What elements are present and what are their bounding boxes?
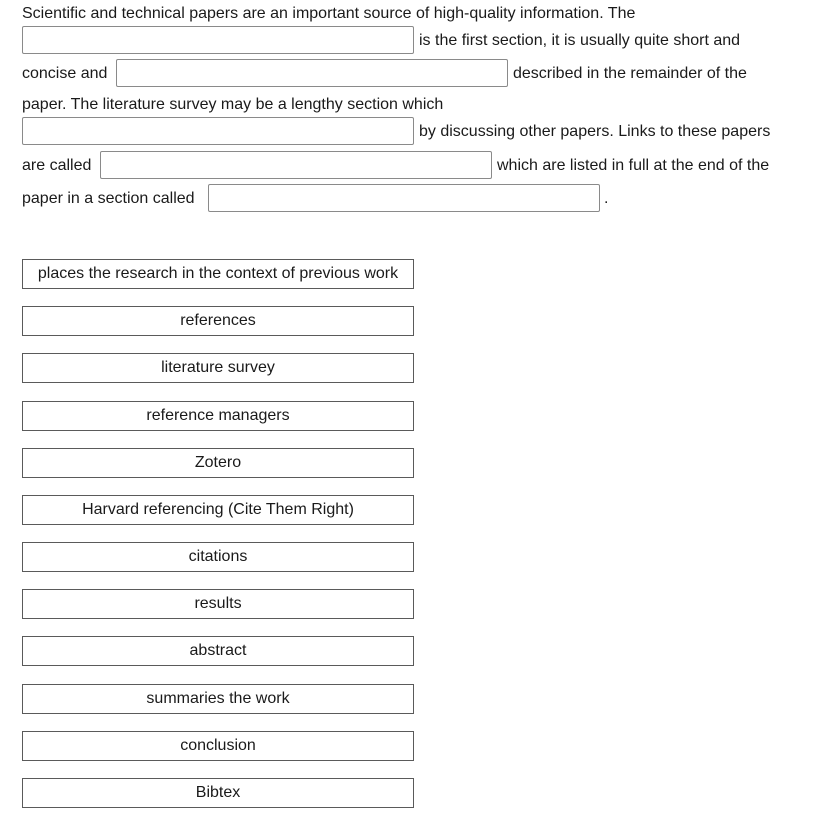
- choice-item[interactable]: conclusion: [22, 731, 414, 761]
- passage-line-6-end: which are listed in full at the end of the: [497, 157, 770, 174]
- passage-line-1: Scientific and technical papers are an important source of high-quality information. The: [22, 5, 636, 22]
- passage-line-5: by discussing other papers. Links to these papers: [419, 123, 771, 140]
- passage-line-4: paper. The literature survey may be a lengthy section which: [22, 96, 444, 113]
- choice-item[interactable]: places the research in the context of previous work: [22, 259, 414, 289]
- choice-item[interactable]: abstract: [22, 636, 414, 666]
- choice-item[interactable]: Harvard referencing (Cite Them Right): [22, 495, 414, 525]
- choice-item[interactable]: citations: [22, 542, 414, 572]
- choice-item[interactable]: references: [22, 306, 414, 336]
- choice-item[interactable]: summaries the work: [22, 684, 414, 714]
- blank-3-drop-zone[interactable]: [22, 117, 414, 145]
- passage-line-2: is the first section, it is usually quite short and: [419, 32, 741, 49]
- choice-item[interactable]: Bibtex: [22, 778, 414, 808]
- blank-5-drop-zone[interactable]: [208, 184, 600, 212]
- passage-line-3-end: described in the remainder of the: [513, 65, 747, 82]
- blank-4-drop-zone[interactable]: [100, 151, 492, 179]
- passage-line-6-start: are called: [22, 157, 92, 174]
- choice-item[interactable]: reference managers: [22, 401, 414, 431]
- choice-item[interactable]: Zotero: [22, 448, 414, 478]
- blank-2-drop-zone[interactable]: [116, 59, 508, 87]
- passage-line-7-period: .: [604, 190, 609, 207]
- choice-item[interactable]: literature survey: [22, 353, 414, 383]
- passage-line-7-start: paper in a section called: [22, 190, 195, 207]
- passage-line-3-start: concise and: [22, 65, 108, 82]
- choice-item[interactable]: results: [22, 589, 414, 619]
- blank-1-drop-zone[interactable]: [22, 26, 414, 54]
